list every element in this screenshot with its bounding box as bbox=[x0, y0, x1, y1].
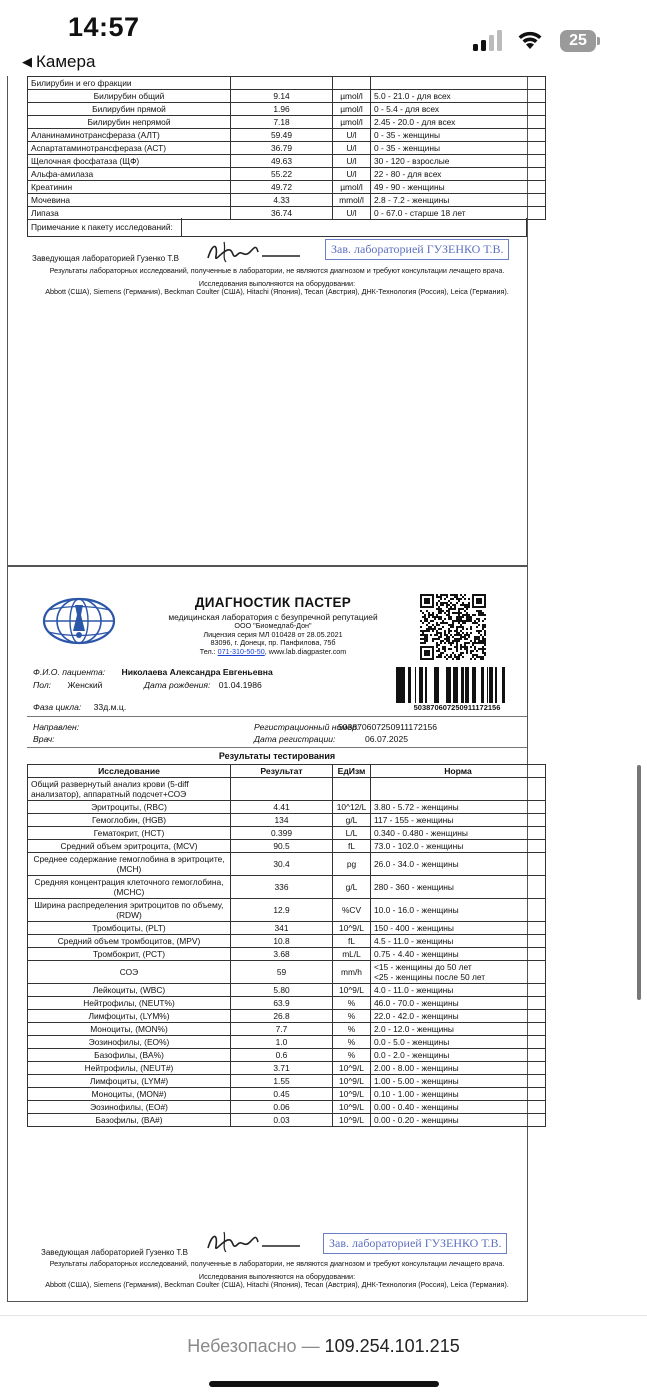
cellular-signal-icon bbox=[471, 30, 507, 52]
test-unit: µmol/l bbox=[333, 90, 371, 103]
test-name: Билирубин прямой bbox=[28, 103, 231, 116]
test-name: Эозинофилы, (EO%) bbox=[28, 1036, 231, 1049]
table-row bbox=[28, 1088, 546, 1101]
test-unit: pg bbox=[333, 853, 371, 876]
test-result: 1.55 bbox=[231, 1075, 333, 1088]
reg-date: 06.07.2025 bbox=[365, 734, 409, 744]
test-unit: µmol/l bbox=[333, 103, 371, 116]
browser-address-bar[interactable] bbox=[0, 1315, 647, 1400]
test-reference: 2.00 - 8.00 - женщины bbox=[371, 1062, 546, 1075]
disclaimer-text: Результаты лабораторных исследований, полученные в лаборатории, не являются диагнозом и требуют консультации лечащего врача. bbox=[49, 266, 505, 275]
test-reference: 0.10 - 1.00 - женщины bbox=[371, 1088, 546, 1101]
test-unit: % bbox=[333, 997, 371, 1010]
package-note-label: Примечание к пакету исследований: bbox=[31, 222, 173, 232]
test-unit: U/l bbox=[333, 142, 371, 155]
test-unit: %CV bbox=[333, 899, 371, 922]
test-name: Тромбоциты, (PLT) bbox=[28, 922, 231, 935]
test-reference: 0 - 35 - женщины bbox=[371, 129, 546, 142]
insecure-label: Небезопасно — bbox=[187, 1336, 325, 1356]
test-result: 341 bbox=[231, 922, 333, 935]
test-result: 55.22 bbox=[231, 168, 333, 181]
test-result: 63.9 bbox=[231, 997, 333, 1010]
test-reference: 0.00 - 0.20 - женщины bbox=[371, 1114, 546, 1127]
test-reference: 30 - 120 - взрослые bbox=[371, 155, 546, 168]
test-result: 5.80 bbox=[231, 984, 333, 997]
signature-image bbox=[204, 238, 304, 266]
patient-name-row: Ф.И.О. пациента: Николаева Александра Евгеньевна bbox=[33, 667, 273, 677]
table-row bbox=[28, 961, 546, 984]
test-unit: g/L bbox=[333, 876, 371, 899]
head-lab-text-2: Заведующая лабораторией Гузенко Т.В bbox=[41, 1248, 188, 1257]
test-unit: fL bbox=[333, 840, 371, 853]
table-row bbox=[28, 840, 546, 853]
test-result: 49.72 bbox=[231, 181, 333, 194]
biochemistry-table bbox=[27, 76, 546, 220]
test-reference: 26.0 - 34.0 - женщины bbox=[371, 853, 546, 876]
test-reference: 5.0 - 21.0 - для всех bbox=[371, 90, 546, 103]
test-result: 12.9 bbox=[231, 899, 333, 922]
test-reference: 22 - 80 - для всех bbox=[371, 168, 546, 181]
website-text: , www.lab.diagpaster.com bbox=[264, 646, 347, 656]
table-row bbox=[28, 181, 546, 194]
col-header-unit: ЕдИзм bbox=[333, 765, 371, 778]
test-result: 9.14 bbox=[231, 90, 333, 103]
test-result: 7.18 bbox=[231, 116, 333, 129]
document-page-2 bbox=[7, 566, 528, 1302]
test-name: Средний объем тромбоцитов, (MPV) bbox=[28, 935, 231, 948]
test-result: 4.33 bbox=[231, 194, 333, 207]
disclaimer-text-2: Результаты лабораторных исследований, полученные в лаборатории, не являются диагнозом и требуют консультации лечащего врача. bbox=[49, 1259, 505, 1268]
test-result: 49.63 bbox=[231, 155, 333, 168]
test-result: 0.6 bbox=[231, 1049, 333, 1062]
test-result: 0.45 bbox=[231, 1088, 333, 1101]
test-unit: 10^9/L bbox=[333, 1101, 371, 1114]
table-row bbox=[28, 1062, 546, 1075]
test-name: Моноциты, (MON%) bbox=[28, 1023, 231, 1036]
table-row bbox=[28, 1075, 546, 1088]
table-row bbox=[28, 1036, 546, 1049]
lab-head-stamp-2: Зав. лабораторией ГУЗЕНКО Т.В. bbox=[323, 1233, 507, 1254]
test-name: Гематокрит, (HCT) bbox=[28, 827, 231, 840]
test-reference: 150 - 400 - женщины bbox=[371, 922, 546, 935]
table-row bbox=[28, 1023, 546, 1036]
table-row bbox=[28, 922, 546, 935]
test-name: Лимфоциты, (LYM#) bbox=[28, 1075, 231, 1088]
test-reference: 2.0 - 12.0 - женщины bbox=[371, 1023, 546, 1036]
back-label: Камера bbox=[36, 52, 96, 71]
address: 83096, г. Донецк, пр. Панфилова, 75б bbox=[210, 638, 336, 648]
patient-sex-row: Пол: Женский bbox=[33, 680, 103, 690]
table-row bbox=[28, 142, 546, 155]
test-name: Лимфоциты, (LYM%) bbox=[28, 1010, 231, 1023]
test-name: СОЭ bbox=[28, 961, 231, 984]
signature-image-2 bbox=[204, 1228, 304, 1256]
company-name: ООО "Биомедлаб-Дон" bbox=[234, 621, 312, 630]
test-name: Альфа-амилаза bbox=[28, 168, 231, 181]
test-unit: mL/L bbox=[333, 948, 371, 961]
test-name: Средний объем эритроцита, (MCV) bbox=[28, 840, 231, 853]
table-row bbox=[28, 853, 546, 876]
test-result: 0.06 bbox=[231, 1101, 333, 1114]
patient-dob: 01.04.1986 bbox=[218, 680, 262, 690]
blood-test-table bbox=[27, 764, 546, 1127]
package-note-row bbox=[27, 218, 527, 237]
test-name: Тромбокрит, (PCT) bbox=[28, 948, 231, 961]
test-reference: 0.00 - 0.40 - женщины bbox=[371, 1101, 546, 1114]
test-reference: 4.5 - 11.0 - женщины bbox=[371, 935, 546, 948]
test-result bbox=[231, 778, 333, 801]
test-name: Билирубин непрямой bbox=[28, 116, 231, 129]
test-name: Мочевина bbox=[28, 194, 231, 207]
test-result: 0.03 bbox=[231, 1114, 333, 1127]
patient-sex: Женский bbox=[67, 680, 103, 690]
battery-level: 25 bbox=[569, 32, 587, 49]
scrollbar[interactable] bbox=[637, 765, 641, 1000]
test-result bbox=[231, 77, 333, 90]
referred-label: Направлен: bbox=[33, 722, 80, 732]
test-unit: 10^12/L bbox=[333, 801, 371, 814]
test-reference: 2.45 - 20.0 - для всех bbox=[371, 116, 546, 129]
test-reference: 1.00 - 5.00 - женщины bbox=[371, 1075, 546, 1088]
test-unit: 10^9/L bbox=[333, 1075, 371, 1088]
url-text[interactable] bbox=[0, 1336, 647, 1357]
test-name: Билирубин общий bbox=[28, 90, 231, 103]
test-reference: 0 - 67.0 - старше 18 лет bbox=[371, 207, 546, 220]
brand-title: ДИАГНОСТИК ПАСТЕР bbox=[194, 595, 352, 610]
test-result: 26.8 bbox=[231, 1010, 333, 1023]
back-to-camera-button[interactable] bbox=[22, 52, 95, 72]
table-row bbox=[28, 1010, 546, 1023]
table-row bbox=[28, 90, 546, 103]
test-name: Моноциты, (MON#) bbox=[28, 1088, 231, 1101]
table-row bbox=[28, 984, 546, 997]
table-row bbox=[28, 778, 546, 801]
table-row bbox=[28, 876, 546, 899]
test-name: Лейкоциты, (WBC) bbox=[28, 984, 231, 997]
phone-link[interactable]: 071-310-50-50 bbox=[217, 646, 265, 656]
reg-number-row: Регистрационный номер: 503870607250911172156 bbox=[254, 722, 438, 732]
test-reference: 46.0 - 70.0 - женщины bbox=[371, 997, 546, 1010]
test-reference: <15 - женщины до 50 лет <25 - женщины после 50 лет bbox=[371, 961, 546, 984]
test-reference: 0.75 - 4.40 - женщины bbox=[371, 948, 546, 961]
table-row bbox=[28, 103, 546, 116]
equipment-title: Исследования выполняются на оборудовании: bbox=[198, 279, 356, 288]
test-unit: U/l bbox=[333, 207, 371, 220]
test-reference: 2.8 - 7.2 - женщины bbox=[371, 194, 546, 207]
test-reference bbox=[371, 778, 546, 801]
test-result: 1.96 bbox=[231, 103, 333, 116]
brand-subtitle: медицинская лаборатория с безупречной репутацией bbox=[168, 612, 378, 622]
test-unit: 10^9/L bbox=[333, 922, 371, 935]
equipment-list-2: Abbott (США), Siemens (Германия), Beckman Coulter (США), Hitachi (Япония), Tecan (Австрия), ДНК-Технология (Россия), Leica (Германия). bbox=[45, 1280, 509, 1289]
test-reference: 3.80 - 5.72 - женщины bbox=[371, 801, 546, 814]
test-unit: % bbox=[333, 1010, 371, 1023]
test-result: 134 bbox=[231, 814, 333, 827]
test-result: 7.7 bbox=[231, 1023, 333, 1036]
test-name: Средняя концентрация клеточного гемоглобина, (MCHC) bbox=[28, 876, 231, 899]
test-reference: 4.0 - 11.0 - женщины bbox=[371, 984, 546, 997]
test-result: 36.79 bbox=[231, 142, 333, 155]
test-reference: 0.0 - 5.0 - женщины bbox=[371, 1036, 546, 1049]
table-row bbox=[28, 116, 546, 129]
url-host: 109.254.101.215 bbox=[324, 1336, 460, 1356]
test-result: 30.4 bbox=[231, 853, 333, 876]
test-result: 4.41 bbox=[231, 801, 333, 814]
wifi-icon bbox=[516, 28, 544, 52]
test-unit: L/L bbox=[333, 827, 371, 840]
back-arrow-icon: ◀ bbox=[22, 54, 32, 69]
test-unit: 10^9/L bbox=[333, 1062, 371, 1075]
test-name: Среднее содержание гемоглобина в эритроците, (MCH) bbox=[28, 853, 231, 876]
test-result: 0.399 bbox=[231, 827, 333, 840]
test-result: 3.68 bbox=[231, 948, 333, 961]
test-reference: 0.0 - 2.0 - женщины bbox=[371, 1049, 546, 1062]
lab-head-stamp: Зав. лабораторией ГУЗЕНКО Т.В. bbox=[325, 239, 509, 260]
cycle-phase: 33д.м.ц. bbox=[93, 702, 127, 712]
barcode-image bbox=[395, 667, 519, 703]
test-reference: 10.0 - 16.0 - женщины bbox=[371, 899, 546, 922]
cycle-row: Фаза цикла: 33д.м.ц. bbox=[33, 702, 127, 712]
test-unit: % bbox=[333, 1036, 371, 1049]
table-row bbox=[28, 77, 546, 90]
test-unit: g/L bbox=[333, 814, 371, 827]
table-row bbox=[28, 155, 546, 168]
test-reference: 0.340 - 0.480 - женщины bbox=[371, 827, 546, 840]
test-unit: U/l bbox=[333, 129, 371, 142]
test-reference: 0 - 35 - женщины bbox=[371, 142, 546, 155]
test-name: Билирубин и его фракции bbox=[28, 77, 231, 90]
lab-header bbox=[158, 595, 388, 656]
col-header-ref: Норма bbox=[371, 765, 546, 778]
test-unit: 10^9/L bbox=[333, 984, 371, 997]
reg-number: 503870607250911172156 bbox=[338, 722, 438, 732]
test-name: Базофилы, (BA%) bbox=[28, 1049, 231, 1062]
test-name: Креатинин bbox=[28, 181, 231, 194]
test-reference: 49 - 90 - женщины bbox=[371, 181, 546, 194]
test-name: Базофилы, (BA#) bbox=[28, 1114, 231, 1127]
table-row bbox=[28, 1049, 546, 1062]
equipment-title-2: Исследования выполняются на оборудовании: bbox=[198, 1272, 356, 1281]
table-row bbox=[28, 129, 546, 142]
table-row bbox=[28, 801, 546, 814]
table-row bbox=[28, 948, 546, 961]
test-name: Липаза bbox=[28, 207, 231, 220]
test-result: 336 bbox=[231, 876, 333, 899]
test-unit: 10^9/L bbox=[333, 1088, 371, 1101]
document-page-1 bbox=[7, 76, 528, 566]
equipment-list: Abbott (США), Siemens (Германия), Beckman Coulter (США), Hitachi (Япония), Tecan (Австрия), ДНК-Технология (Россия), Leica (Германия). bbox=[45, 287, 509, 296]
reg-date-row: Дата регистрации: 06.07.2025 bbox=[254, 734, 409, 744]
test-reference: 117 - 155 - женщины bbox=[371, 814, 546, 827]
test-unit: mm/h bbox=[333, 961, 371, 984]
pasteur-globe-logo bbox=[42, 597, 116, 645]
test-reference: 73.0 - 102.0 - женщины bbox=[371, 840, 546, 853]
test-name: Щелочная фосфатаза (ЩФ) bbox=[28, 155, 231, 168]
test-result: 59 bbox=[231, 961, 333, 984]
test-name: Эритроциты, (RBC) bbox=[28, 801, 231, 814]
test-result: 1.0 bbox=[231, 1036, 333, 1049]
col-header-test: Исследование bbox=[28, 765, 231, 778]
test-unit bbox=[333, 77, 371, 90]
test-unit: % bbox=[333, 1023, 371, 1036]
test-name: Гемоглобин, (HGB) bbox=[28, 814, 231, 827]
table-row bbox=[28, 899, 546, 922]
test-reference: 0 - 5.4 - для всех bbox=[371, 103, 546, 116]
head-lab-text: Заведующая лабораторией Гузенко Т.В bbox=[32, 254, 179, 263]
col-header-result: Результат bbox=[231, 765, 333, 778]
table-row bbox=[28, 814, 546, 827]
license: Лицензия серия МЛ 010428 от 28.05.2021 bbox=[203, 629, 343, 639]
test-unit: U/l bbox=[333, 168, 371, 181]
test-result: 90.5 bbox=[231, 840, 333, 853]
test-name: Аспартатаминотрансфераза (АСТ) bbox=[28, 142, 231, 155]
home-indicator[interactable] bbox=[209, 1381, 439, 1387]
test-unit: fL bbox=[333, 935, 371, 948]
test-unit: % bbox=[333, 1049, 371, 1062]
test-unit bbox=[333, 778, 371, 801]
test-name: Нейтрофилы, (NEUT%) bbox=[28, 997, 231, 1010]
battery-icon bbox=[560, 30, 600, 52]
test-name: Ширина распределения эритроцитов по объему, (RDW) bbox=[28, 899, 231, 922]
patient-name: Николаева Александра Евгеньевна bbox=[121, 667, 273, 677]
qr-code-image bbox=[420, 594, 486, 660]
doctor-label: Врач: bbox=[33, 734, 55, 744]
table-row bbox=[28, 194, 546, 207]
test-name: Эозинофилы, (EO#) bbox=[28, 1101, 231, 1114]
test-result: 36.74 bbox=[231, 207, 333, 220]
test-reference: 280 - 360 - женщины bbox=[371, 876, 546, 899]
table-row bbox=[28, 168, 546, 181]
table-row bbox=[28, 935, 546, 948]
table-row bbox=[28, 997, 546, 1010]
test-unit: 10^9/L bbox=[333, 1114, 371, 1127]
patient-dob-row: Дата рождения: 01.04.1986 bbox=[144, 680, 262, 690]
test-unit: U/l bbox=[333, 155, 371, 168]
test-name: Нейтрофилы, (NEUT#) bbox=[28, 1062, 231, 1075]
status-time: 14:57 bbox=[68, 12, 140, 42]
test-unit: µmol/l bbox=[333, 181, 371, 194]
table-row bbox=[28, 1101, 546, 1114]
test-result: 3.71 bbox=[231, 1062, 333, 1075]
test-name: Общий развернутый анализ крови (5-diff анализатор), аппаратный подсчет+СОЭ bbox=[28, 778, 231, 801]
table-row bbox=[28, 1114, 546, 1127]
test-unit: mmol/l bbox=[333, 194, 371, 207]
test-result: 10.8 bbox=[231, 935, 333, 948]
test-name: Аланинаминотрансфераза (АЛТ) bbox=[28, 129, 231, 142]
contacts: Тел.: 071-310-50-50, www.lab.diagpaster.com bbox=[199, 646, 347, 656]
test-reference bbox=[371, 77, 546, 90]
barcode-number: 503870607250911172156 bbox=[413, 703, 501, 712]
test-reference: 22.0 - 42.0 - женщины bbox=[371, 1010, 546, 1023]
test-result: 59.49 bbox=[231, 129, 333, 142]
results-title: Результаты тестирования bbox=[218, 751, 336, 761]
test-unit: µmol/l bbox=[333, 116, 371, 129]
table-row bbox=[28, 827, 546, 840]
